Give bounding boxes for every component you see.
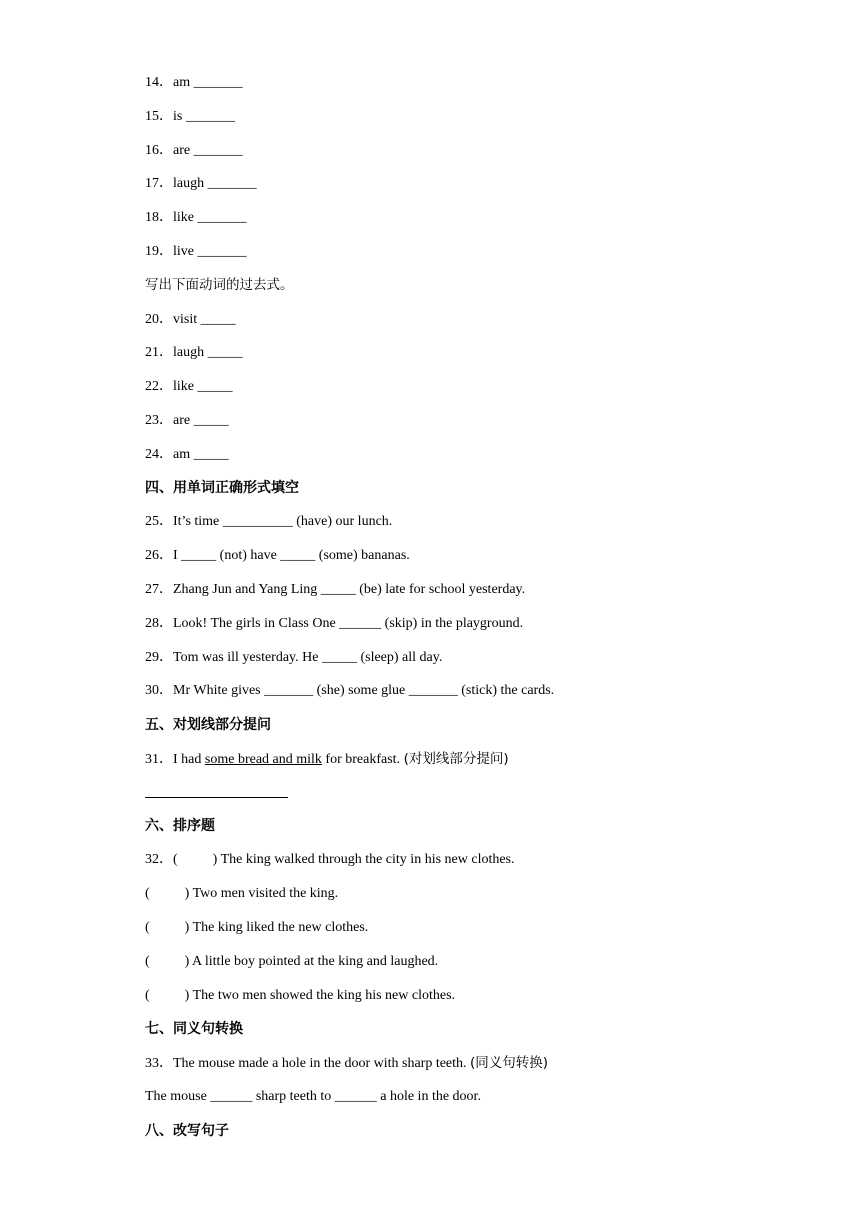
ordering-item-5: ( ) The two men showed the king his new clothes. bbox=[145, 988, 456, 1003]
question-24: 24．am _____ bbox=[145, 447, 229, 462]
question-16: 16．are _______ bbox=[145, 143, 243, 158]
question-19: 19．live _______ bbox=[145, 244, 247, 259]
question-17: 17．laugh _______ bbox=[145, 176, 257, 191]
question-30: 30．Mr White gives _______ (she) some glue _______ (stick) the cards. bbox=[145, 683, 555, 698]
instruction-past-tense: 写出下面动词的过去式。 bbox=[145, 277, 294, 293]
question-21: 21．laugh _____ bbox=[145, 345, 243, 360]
question-14: 14．am _______ bbox=[145, 75, 243, 90]
question-22: 22．like _____ bbox=[145, 379, 233, 394]
question-31-prefix: 31．I had bbox=[145, 752, 205, 767]
question-33-note: (同义句转换) bbox=[470, 1055, 549, 1071]
question-32: 32．( ) The king walked through the city in his new clothes. bbox=[145, 852, 515, 867]
question-25: 25．It’s time __________ (have) our lunch. bbox=[145, 514, 393, 529]
section-7-heading: 七、同义句转换 bbox=[145, 1021, 243, 1037]
question-23: 23．are _____ bbox=[145, 413, 229, 428]
question-31-underlined: some bread and milk bbox=[204, 752, 322, 767]
question-26: 26．I _____ (not) have _____ (some) bananas. bbox=[145, 548, 410, 563]
section-8-heading: 八、改写句子 bbox=[145, 1123, 229, 1139]
question-31 bbox=[145, 750, 509, 769]
question-29: 29．Tom was ill yesterday. He _____ (sleep) all day. bbox=[145, 650, 443, 665]
worksheet-page bbox=[145, 0, 825, 1216]
question-31-note: (对划线部分提问) bbox=[403, 751, 509, 767]
question-18: 18．like _______ bbox=[145, 210, 247, 225]
question-33-answer: The mouse ______ sharp teeth to ______ a hole in the door. bbox=[145, 1089, 481, 1104]
question-15: 15．is _______ bbox=[145, 109, 235, 124]
question-33 bbox=[145, 1054, 548, 1073]
question-31-suffix: for breakfast. bbox=[321, 752, 404, 767]
question-20: 20．visit _____ bbox=[145, 312, 236, 327]
question-33-text: 33．The mouse made a hole in the door with sharp teeth. bbox=[145, 1056, 471, 1071]
question-27: 27．Zhang Jun and Yang Ling _____ (be) late for school yesterday. bbox=[145, 582, 526, 597]
section-6-heading: 六、排序题 bbox=[145, 818, 215, 834]
answer-blank-line bbox=[145, 797, 288, 798]
section-5-heading: 五、对划线部分提问 bbox=[145, 717, 271, 733]
ordering-item-3: ( ) The king liked the new clothes. bbox=[145, 920, 369, 935]
question-28: 28．Look! The girls in Class One ______ (skip) in the playground. bbox=[145, 616, 524, 631]
section-4-heading: 四、用单词正确形式填空 bbox=[145, 480, 299, 496]
ordering-item-2: ( ) Two men visited the king. bbox=[145, 886, 339, 901]
ordering-item-4: ( ) A little boy pointed at the king and laughed. bbox=[145, 954, 439, 969]
